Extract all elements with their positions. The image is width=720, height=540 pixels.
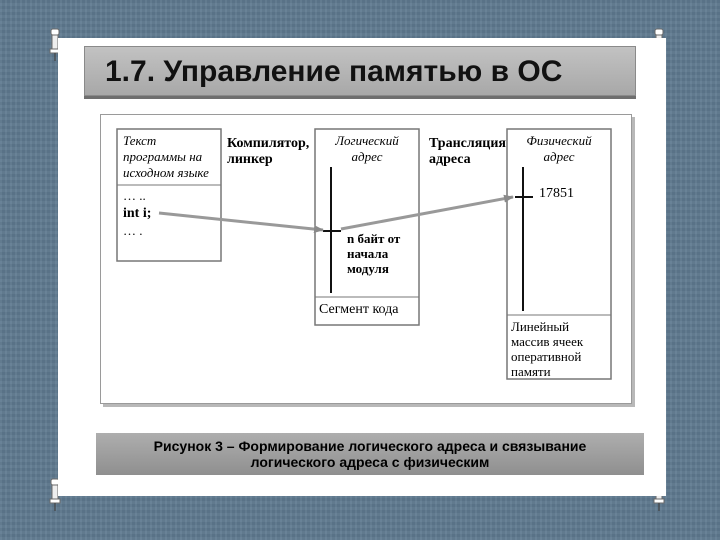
memory-label-line: Линейный <box>511 319 570 334</box>
source-header-line: исходном языке <box>123 165 209 180</box>
physical-header-line: Физический <box>526 133 592 148</box>
memory-label-line: памяти <box>511 364 551 379</box>
translation-label-line: Трансляция <box>429 136 507 151</box>
compiler-label-line: линкер <box>227 152 273 167</box>
source-header-line: программы на <box>123 149 203 164</box>
source-header-line: Текст <box>123 133 157 148</box>
logical-header-line: Логический <box>335 133 399 148</box>
memory-label-line: оперативной <box>511 349 582 364</box>
source-code-line: … . <box>123 223 143 238</box>
source-code-line: … .. <box>123 188 146 203</box>
diagram-svg <box>101 115 631 403</box>
physical-header-line: адрес <box>543 149 575 164</box>
compiler-label-line: Компилятор, <box>227 136 310 151</box>
logical-header-line: адрес <box>351 149 383 164</box>
figure-caption <box>96 433 644 475</box>
title-bar <box>84 46 636 96</box>
logical-offset-line: начала <box>347 246 389 261</box>
logical-offset-line: модуля <box>347 261 389 276</box>
physical-address-value: 17851 <box>539 186 574 201</box>
segment-label: Сегмент кода <box>319 302 399 317</box>
caption-line: логического адреса с физическим <box>250 454 490 470</box>
slide-title: 1.7. Управление памятью в ОС <box>105 55 563 88</box>
diagram-area <box>100 114 632 404</box>
compile-arrow <box>159 213 323 230</box>
translate-arrow <box>341 197 513 229</box>
source-code-line: int i; <box>123 206 152 221</box>
memory-label-line: массив ячеек <box>511 334 584 349</box>
caption-line: Рисунок 3 – Формирование логического адреса и связывание <box>153 438 587 454</box>
logical-offset-line: n байт от <box>347 231 401 246</box>
translation-label-line: адреса <box>429 152 471 167</box>
